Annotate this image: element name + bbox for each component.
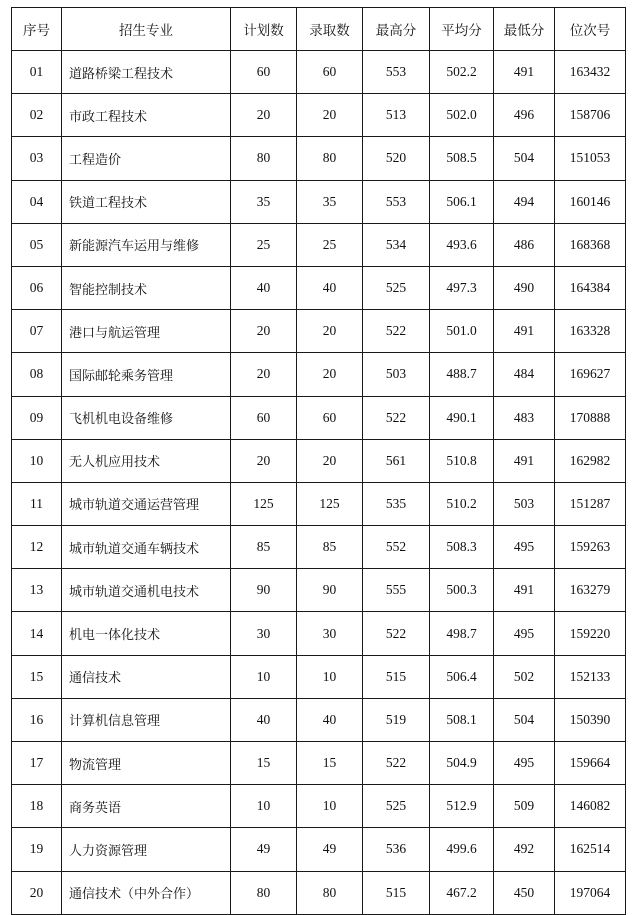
avg-score-cell: 508.5 <box>430 137 494 180</box>
rank-cell: 151287 <box>555 482 626 525</box>
min-score-cell: 502 <box>494 655 555 698</box>
major-cell: 道路桥梁工程技术 <box>62 51 231 94</box>
seq-cell: 14 <box>12 612 62 655</box>
seq-cell: 13 <box>12 569 62 612</box>
major-cell: 通信技术 <box>62 655 231 698</box>
plan-count-cell: 20 <box>231 439 297 482</box>
max-score-cell: 534 <box>363 223 430 266</box>
max-score-cell: 520 <box>363 137 430 180</box>
table-row <box>12 698 626 741</box>
table-row <box>12 266 626 309</box>
rank-cell: 162982 <box>555 439 626 482</box>
table-row <box>12 396 626 439</box>
table-row <box>12 180 626 223</box>
min-score-cell: 450 <box>494 871 555 914</box>
major-cell: 市政工程技术 <box>62 94 231 137</box>
admitted-count-cell: 80 <box>297 871 363 914</box>
min-score-cell: 492 <box>494 828 555 871</box>
table-row <box>12 785 626 828</box>
max-score-cell: 522 <box>363 310 430 353</box>
min-score-cell: 495 <box>494 742 555 785</box>
max-score-cell: 555 <box>363 569 430 612</box>
admitted-count-cell: 49 <box>297 828 363 871</box>
min-score-cell: 504 <box>494 137 555 180</box>
seq-cell: 05 <box>12 223 62 266</box>
rank-cell: 163432 <box>555 51 626 94</box>
header-avg-score: 平均分 <box>430 8 494 51</box>
admitted-count-cell: 60 <box>297 396 363 439</box>
seq-cell: 09 <box>12 396 62 439</box>
admitted-count-cell: 10 <box>297 655 363 698</box>
table-header <box>12 8 626 51</box>
plan-count-cell: 80 <box>231 137 297 180</box>
header-min-score: 最低分 <box>494 8 555 51</box>
seq-cell: 08 <box>12 353 62 396</box>
table-row <box>12 94 626 137</box>
table-row <box>12 569 626 612</box>
rank-cell: 159220 <box>555 612 626 655</box>
max-score-cell: 522 <box>363 612 430 655</box>
header-max-score: 最高分 <box>363 8 430 51</box>
admitted-count-cell: 40 <box>297 698 363 741</box>
seq-cell: 16 <box>12 698 62 741</box>
rank-cell: 159664 <box>555 742 626 785</box>
rank-cell: 169627 <box>555 353 626 396</box>
min-score-cell: 483 <box>494 396 555 439</box>
major-cell: 国际邮轮乘务管理 <box>62 353 231 396</box>
avg-score-cell: 490.1 <box>430 396 494 439</box>
table-row <box>12 828 626 871</box>
max-score-cell: 515 <box>363 655 430 698</box>
max-score-cell: 522 <box>363 396 430 439</box>
header-plan-count: 计划数 <box>231 8 297 51</box>
min-score-cell: 509 <box>494 785 555 828</box>
min-score-cell: 503 <box>494 482 555 525</box>
plan-count-cell: 30 <box>231 612 297 655</box>
seq-cell: 11 <box>12 482 62 525</box>
major-cell: 城市轨道交通车辆技术 <box>62 526 231 569</box>
admitted-count-cell: 125 <box>297 482 363 525</box>
table-row <box>12 871 626 914</box>
plan-count-cell: 90 <box>231 569 297 612</box>
seq-cell: 10 <box>12 439 62 482</box>
header-major: 招生专业 <box>62 8 231 51</box>
max-score-cell: 561 <box>363 439 430 482</box>
major-cell: 工程造价 <box>62 137 231 180</box>
max-score-cell: 535 <box>363 482 430 525</box>
plan-count-cell: 35 <box>231 180 297 223</box>
avg-score-cell: 502.2 <box>430 51 494 94</box>
rank-cell: 164384 <box>555 266 626 309</box>
major-cell: 铁道工程技术 <box>62 180 231 223</box>
rank-cell: 160146 <box>555 180 626 223</box>
rank-cell: 146082 <box>555 785 626 828</box>
table-row <box>12 51 626 94</box>
avg-score-cell: 504.9 <box>430 742 494 785</box>
min-score-cell: 504 <box>494 698 555 741</box>
table-row <box>12 612 626 655</box>
header-seq: 序号 <box>12 8 62 51</box>
table-row <box>12 353 626 396</box>
min-score-cell: 491 <box>494 51 555 94</box>
min-score-cell: 495 <box>494 612 555 655</box>
seq-cell: 04 <box>12 180 62 223</box>
admitted-count-cell: 20 <box>297 439 363 482</box>
plan-count-cell: 49 <box>231 828 297 871</box>
plan-count-cell: 85 <box>231 526 297 569</box>
plan-count-cell: 20 <box>231 353 297 396</box>
rank-cell: 162514 <box>555 828 626 871</box>
min-score-cell: 491 <box>494 439 555 482</box>
seq-cell: 02 <box>12 94 62 137</box>
avg-score-cell: 498.7 <box>430 612 494 655</box>
seq-cell: 17 <box>12 742 62 785</box>
admitted-count-cell: 20 <box>297 353 363 396</box>
max-score-cell: 525 <box>363 266 430 309</box>
seq-cell: 15 <box>12 655 62 698</box>
avg-score-cell: 502.0 <box>430 94 494 137</box>
min-score-cell: 486 <box>494 223 555 266</box>
table-row <box>12 742 626 785</box>
seq-cell: 20 <box>12 871 62 914</box>
rank-cell: 163279 <box>555 569 626 612</box>
avg-score-cell: 506.4 <box>430 655 494 698</box>
rank-cell: 159263 <box>555 526 626 569</box>
avg-score-cell: 493.6 <box>430 223 494 266</box>
avg-score-cell: 506.1 <box>430 180 494 223</box>
seq-cell: 06 <box>12 266 62 309</box>
seq-cell: 12 <box>12 526 62 569</box>
min-score-cell: 494 <box>494 180 555 223</box>
avg-score-cell: 467.2 <box>430 871 494 914</box>
avg-score-cell: 488.7 <box>430 353 494 396</box>
avg-score-cell: 500.3 <box>430 569 494 612</box>
major-cell: 计算机信息管理 <box>62 698 231 741</box>
plan-count-cell: 125 <box>231 482 297 525</box>
plan-count-cell: 60 <box>231 51 297 94</box>
seq-cell: 01 <box>12 51 62 94</box>
rank-cell: 170888 <box>555 396 626 439</box>
plan-count-cell: 40 <box>231 698 297 741</box>
avg-score-cell: 508.1 <box>430 698 494 741</box>
table-row <box>12 223 626 266</box>
max-score-cell: 552 <box>363 526 430 569</box>
table-row <box>12 310 626 353</box>
header-row <box>12 8 626 51</box>
avg-score-cell: 499.6 <box>430 828 494 871</box>
rank-cell: 163328 <box>555 310 626 353</box>
rank-cell: 158706 <box>555 94 626 137</box>
plan-count-cell: 80 <box>231 871 297 914</box>
major-cell: 飞机机电设备维修 <box>62 396 231 439</box>
admitted-count-cell: 20 <box>297 310 363 353</box>
plan-count-cell: 60 <box>231 396 297 439</box>
major-cell: 港口与航运管理 <box>62 310 231 353</box>
plan-count-cell: 20 <box>231 310 297 353</box>
plan-count-cell: 40 <box>231 266 297 309</box>
admitted-count-cell: 90 <box>297 569 363 612</box>
rank-cell: 152133 <box>555 655 626 698</box>
major-cell: 通信技术（中外合作） <box>62 871 231 914</box>
major-cell: 智能控制技术 <box>62 266 231 309</box>
header-admitted-count: 录取数 <box>297 8 363 51</box>
admitted-count-cell: 15 <box>297 742 363 785</box>
max-score-cell: 525 <box>363 785 430 828</box>
plan-count-cell: 10 <box>231 655 297 698</box>
plan-count-cell: 15 <box>231 742 297 785</box>
header-rank: 位次号 <box>555 8 626 51</box>
major-cell: 城市轨道交通运营管理 <box>62 482 231 525</box>
seq-cell: 18 <box>12 785 62 828</box>
major-cell: 机电一体化技术 <box>62 612 231 655</box>
max-score-cell: 503 <box>363 353 430 396</box>
rank-cell: 197064 <box>555 871 626 914</box>
rank-cell: 168368 <box>555 223 626 266</box>
max-score-cell: 515 <box>363 871 430 914</box>
admitted-count-cell: 85 <box>297 526 363 569</box>
major-cell: 物流管理 <box>62 742 231 785</box>
min-score-cell: 491 <box>494 569 555 612</box>
seq-cell: 07 <box>12 310 62 353</box>
min-score-cell: 490 <box>494 266 555 309</box>
seq-cell: 03 <box>12 137 62 180</box>
max-score-cell: 553 <box>363 51 430 94</box>
table-row <box>12 137 626 180</box>
max-score-cell: 513 <box>363 94 430 137</box>
seq-cell: 19 <box>12 828 62 871</box>
admitted-count-cell: 20 <box>297 94 363 137</box>
admitted-count-cell: 35 <box>297 180 363 223</box>
admitted-count-cell: 30 <box>297 612 363 655</box>
max-score-cell: 522 <box>363 742 430 785</box>
max-score-cell: 536 <box>363 828 430 871</box>
table-row <box>12 526 626 569</box>
avg-score-cell: 510.8 <box>430 439 494 482</box>
min-score-cell: 495 <box>494 526 555 569</box>
admitted-count-cell: 60 <box>297 51 363 94</box>
avg-score-cell: 501.0 <box>430 310 494 353</box>
admitted-count-cell: 10 <box>297 785 363 828</box>
min-score-cell: 484 <box>494 353 555 396</box>
major-cell: 商务英语 <box>62 785 231 828</box>
table-body <box>12 51 626 915</box>
table-row <box>12 439 626 482</box>
avg-score-cell: 497.3 <box>430 266 494 309</box>
min-score-cell: 496 <box>494 94 555 137</box>
major-cell: 新能源汽车运用与维修 <box>62 223 231 266</box>
avg-score-cell: 510.2 <box>430 482 494 525</box>
major-cell: 人力资源管理 <box>62 828 231 871</box>
plan-count-cell: 10 <box>231 785 297 828</box>
major-cell: 城市轨道交通机电技术 <box>62 569 231 612</box>
admission-scores-table <box>11 7 626 915</box>
admitted-count-cell: 40 <box>297 266 363 309</box>
table-row <box>12 482 626 525</box>
max-score-cell: 553 <box>363 180 430 223</box>
rank-cell: 151053 <box>555 137 626 180</box>
plan-count-cell: 20 <box>231 94 297 137</box>
admitted-count-cell: 80 <box>297 137 363 180</box>
min-score-cell: 491 <box>494 310 555 353</box>
major-cell: 无人机应用技术 <box>62 439 231 482</box>
max-score-cell: 519 <box>363 698 430 741</box>
rank-cell: 150390 <box>555 698 626 741</box>
plan-count-cell: 25 <box>231 223 297 266</box>
table-row <box>12 655 626 698</box>
avg-score-cell: 508.3 <box>430 526 494 569</box>
avg-score-cell: 512.9 <box>430 785 494 828</box>
admitted-count-cell: 25 <box>297 223 363 266</box>
